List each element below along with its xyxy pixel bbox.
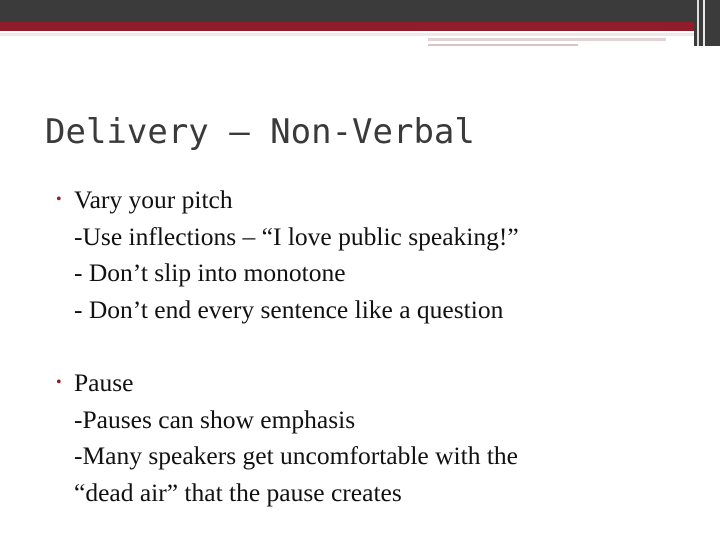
header-rule xyxy=(428,38,666,41)
bullet-dot-icon: • xyxy=(56,374,62,391)
slide-title: Delivery – Non-Verbal xyxy=(45,112,475,152)
bullet-subline: -Use inflections – “I love public speaking!” xyxy=(74,221,519,251)
bullet-subline: - Don’t end every sentence like a question xyxy=(74,294,504,324)
header-corner-stripe xyxy=(703,0,705,46)
header-rule xyxy=(428,44,578,46)
header-dark-strip xyxy=(0,0,720,22)
header-band xyxy=(0,0,720,30)
bullet-subline: “dead air” that the pause creates xyxy=(74,477,402,507)
bullet-subline: - Don’t slip into monotone xyxy=(74,258,346,287)
bullet-item xyxy=(56,365,696,511)
bullet-item xyxy=(56,182,696,328)
header-accent-strip xyxy=(0,22,720,31)
bullet-dot-icon: • xyxy=(56,191,62,208)
header-corner-stripe xyxy=(697,0,699,46)
bullet-heading: Vary your pitch xyxy=(74,185,233,214)
slide-body xyxy=(56,182,696,511)
header-rule xyxy=(0,33,694,36)
bullet-heading: Pause xyxy=(74,368,134,397)
bullet-subline: -Pauses can show emphasis xyxy=(74,404,356,434)
bullet-subline: -Many speakers get uncomfortable with the xyxy=(74,441,518,470)
